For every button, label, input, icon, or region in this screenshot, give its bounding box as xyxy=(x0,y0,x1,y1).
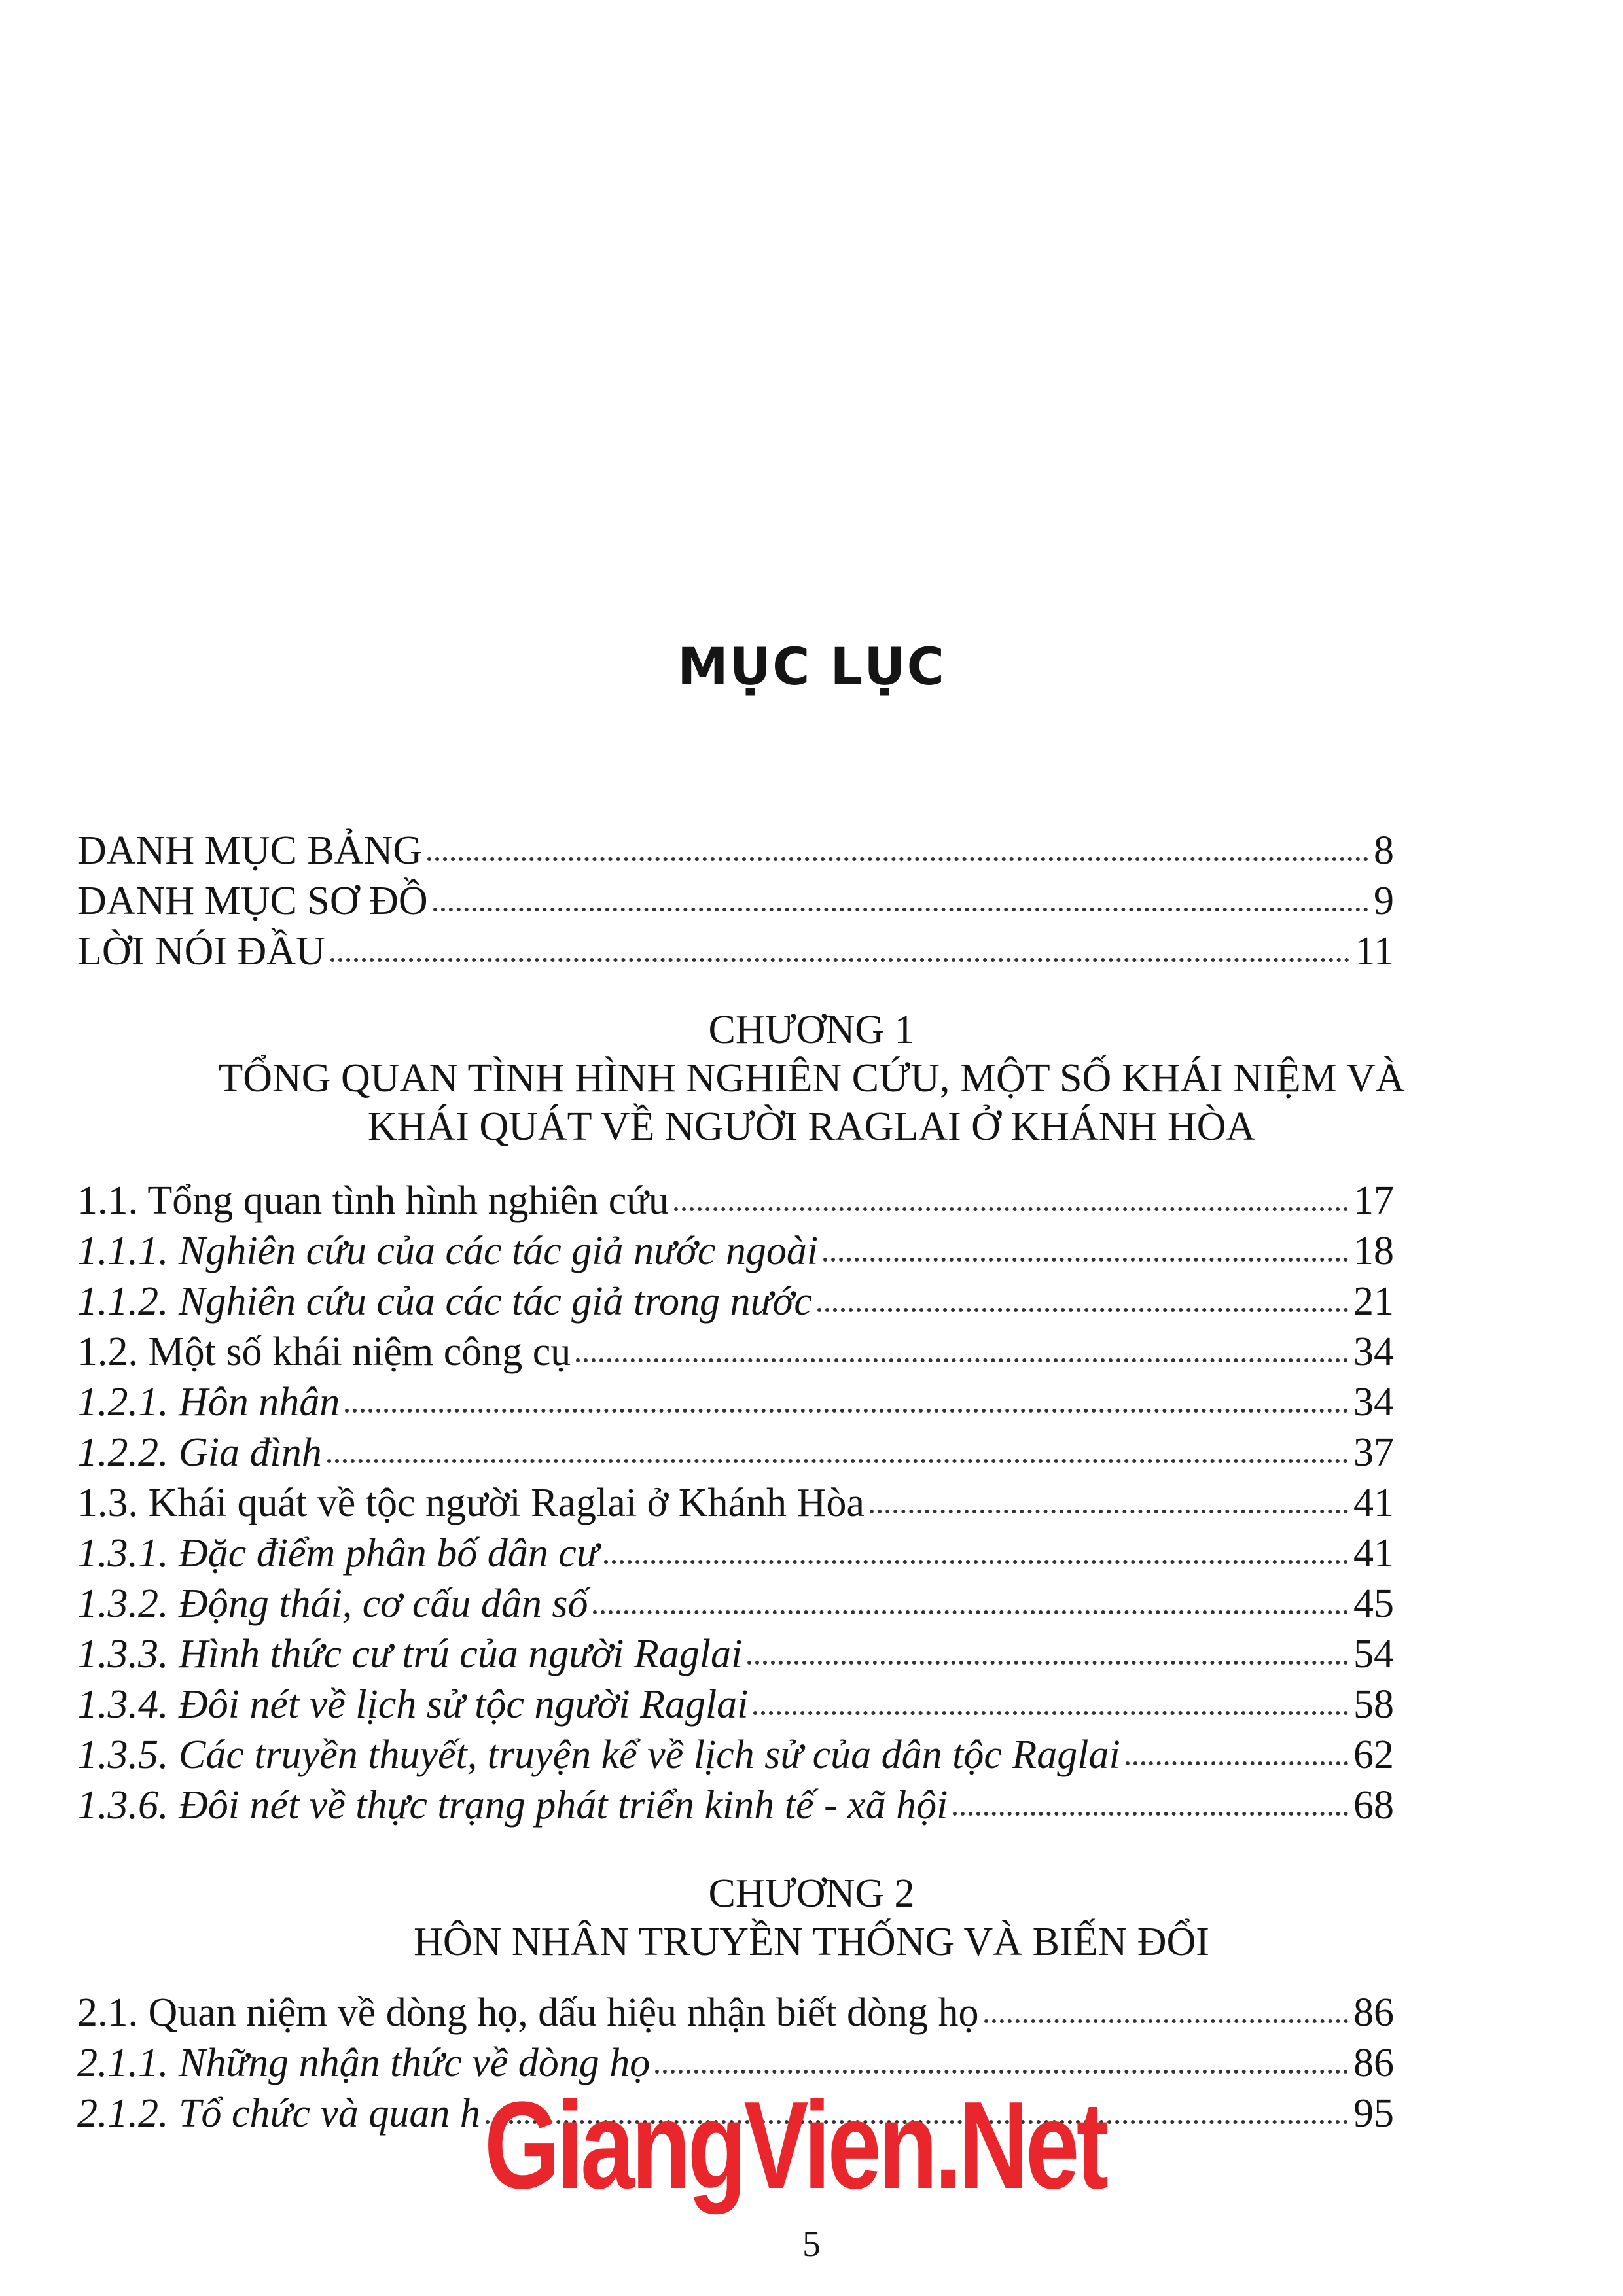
toc-page-number: 11 xyxy=(1355,929,1394,974)
toc-entry-label: 1.3.3. Hình thức cư trú của người Raglai xyxy=(77,1632,743,1676)
dot-leader xyxy=(593,1610,1348,1614)
toc-page-number: 68 xyxy=(1353,1783,1394,1828)
toc-page-number: 45 xyxy=(1353,1581,1394,1626)
toc-page-number: 86 xyxy=(1353,1990,1394,2035)
toc-entry-label: 1.2. Một số khái niệm công cụ xyxy=(77,1330,571,1374)
toc-entry-label: 1.2.1. Hôn nhân xyxy=(77,1380,340,1424)
toc-entry xyxy=(77,1478,1394,1528)
toc-entry xyxy=(77,1680,1394,1730)
toc-entry xyxy=(77,1226,1394,1277)
toc-entry-label: 1.1.1. Nghiên cứu của các tác giả nước ngoài xyxy=(77,1229,819,1273)
chapter-title-line: TỔNG QUAN TÌNH HÌNH NGHIÊN CỨU, MỘT SỐ KHÁI NIỆM VÀ xyxy=(218,1056,1405,1101)
toc-page-number: 86 xyxy=(1353,2041,1394,2085)
dot-leader xyxy=(576,1358,1348,1362)
chapter-number: CHƯƠNG 2 xyxy=(708,1871,915,1916)
toc-entry xyxy=(77,876,1394,927)
toc-page-number: 34 xyxy=(1353,1330,1394,1374)
toc-page-number: 9 xyxy=(1374,879,1394,923)
chapter-title-line: KHÁI QUÁT VỀ NGƯỜI RAGLAI Ở KHÁNH HÒA xyxy=(367,1104,1256,1149)
dot-leader xyxy=(345,1409,1348,1413)
toc-entry xyxy=(77,1277,1394,1327)
toc-page-number: 17 xyxy=(1353,1178,1394,1223)
toc-entry xyxy=(77,1176,1394,1226)
toc-entry-label: 1.2.2. Gia đình xyxy=(77,1430,322,1475)
toc-page-number: 54 xyxy=(1353,1632,1394,1676)
chapter-2-heading xyxy=(0,1871,1623,1964)
toc-entry-label: 2.1.2. Tổ chức và quan h xyxy=(77,2091,480,2136)
toc-page-number: 34 xyxy=(1353,1380,1394,1424)
toc-page-number: 41 xyxy=(1353,1481,1394,1525)
toc-entry xyxy=(77,1528,1394,1579)
toc-entry-label: 1.1. Tổng quan tình hình nghiên cứu xyxy=(77,1178,669,1223)
dot-leader xyxy=(823,1258,1348,1262)
dot-leader xyxy=(427,857,1368,861)
toc-page-number: 95 xyxy=(1353,2091,1394,2136)
watermark-logo: GiangVien.Net xyxy=(484,2076,1106,2215)
dot-leader xyxy=(433,908,1368,911)
dot-leader xyxy=(674,1207,1348,1211)
toc-entry-label: 2.1. Quan niệm về dòng họ, dấu hiệu nhận biết dòng họ xyxy=(77,1990,979,2035)
dot-leader xyxy=(984,2019,1348,2023)
chapter-number: CHƯƠNG 1 xyxy=(708,1008,915,1052)
page-title: MỤC LỤC xyxy=(677,638,946,697)
toc-page-number: 8 xyxy=(1374,828,1394,873)
toc-page-number: 62 xyxy=(1353,1733,1394,1777)
toc-entry-label: 1.3.1. Đặc điểm phân bố dân cư xyxy=(77,1531,599,1576)
dot-leader xyxy=(870,1510,1348,1513)
toc-entry-label: LỜI NÓI ĐẦU xyxy=(77,929,325,974)
dot-leader xyxy=(747,1661,1348,1665)
chapter-title-line: HÔN NHÂN TRUYỀN THỐNG VÀ BIẾN ĐỔI xyxy=(414,1920,1209,1964)
toc-entry-label: 1.3.6. Đôi nét về thực trạng phát triển kinh tế - xã hội xyxy=(77,1783,948,1828)
dot-leader xyxy=(817,1308,1348,1312)
toc-entry xyxy=(77,927,1394,977)
toc-entry xyxy=(77,1730,1394,1780)
toc-entry-label: DANH MỤC SƠ ĐỒ xyxy=(77,879,428,923)
toc-entry xyxy=(77,1780,1394,1831)
dot-leader xyxy=(1126,1761,1348,1765)
toc-entry xyxy=(77,1327,1394,1377)
page-number: 5 xyxy=(802,2224,821,2265)
toc-entry-label: 2.1.1. Những nhận thức về dòng họ xyxy=(77,2041,651,2085)
toc-entry xyxy=(77,826,1394,876)
dot-leader xyxy=(330,958,1349,962)
chapter-1-heading xyxy=(0,1008,1623,1149)
toc-page-number: 18 xyxy=(1353,1229,1394,1273)
toc-entry xyxy=(77,1579,1394,1629)
toc-page-number: 41 xyxy=(1353,1531,1394,1576)
toc-entry-label: 1.3.4. Đôi nét về lịch sử tộc người Raglai xyxy=(77,1682,749,1727)
toc-entry xyxy=(77,1428,1394,1478)
toc-entry-label: 1.3.2. Động thái, cơ cấu dân số xyxy=(77,1581,588,1626)
dot-leader xyxy=(327,1459,1348,1463)
front-matter-list xyxy=(77,826,1394,977)
dot-leader xyxy=(604,1560,1348,1564)
chapter-1-entries xyxy=(77,1176,1394,1831)
toc-page-number: 21 xyxy=(1353,1279,1394,1324)
toc-entry-label: DANH MỤC BẢNG xyxy=(77,828,423,873)
toc-entry xyxy=(77,1629,1394,1680)
toc-entry-label: 1.3. Khái quát về tộc người Raglai ở Khánh Hòa xyxy=(77,1481,865,1525)
toc-page-number: 58 xyxy=(1353,1682,1394,1727)
toc-page-number: 37 xyxy=(1353,1430,1394,1475)
toc-entry xyxy=(77,1377,1394,1428)
toc-entry-label: 1.3.5. Các truyền thuyết, truyện kể về lịch sử của dân tộc Raglai xyxy=(77,1733,1120,1777)
dot-leader xyxy=(753,1711,1348,1715)
dot-leader xyxy=(953,1812,1348,1816)
toc-entry-label: 1.1.2. Nghiên cứu của các tác giả trong nước xyxy=(77,1279,812,1324)
toc-entry xyxy=(77,1988,1394,2038)
dot-leader xyxy=(655,2070,1348,2074)
